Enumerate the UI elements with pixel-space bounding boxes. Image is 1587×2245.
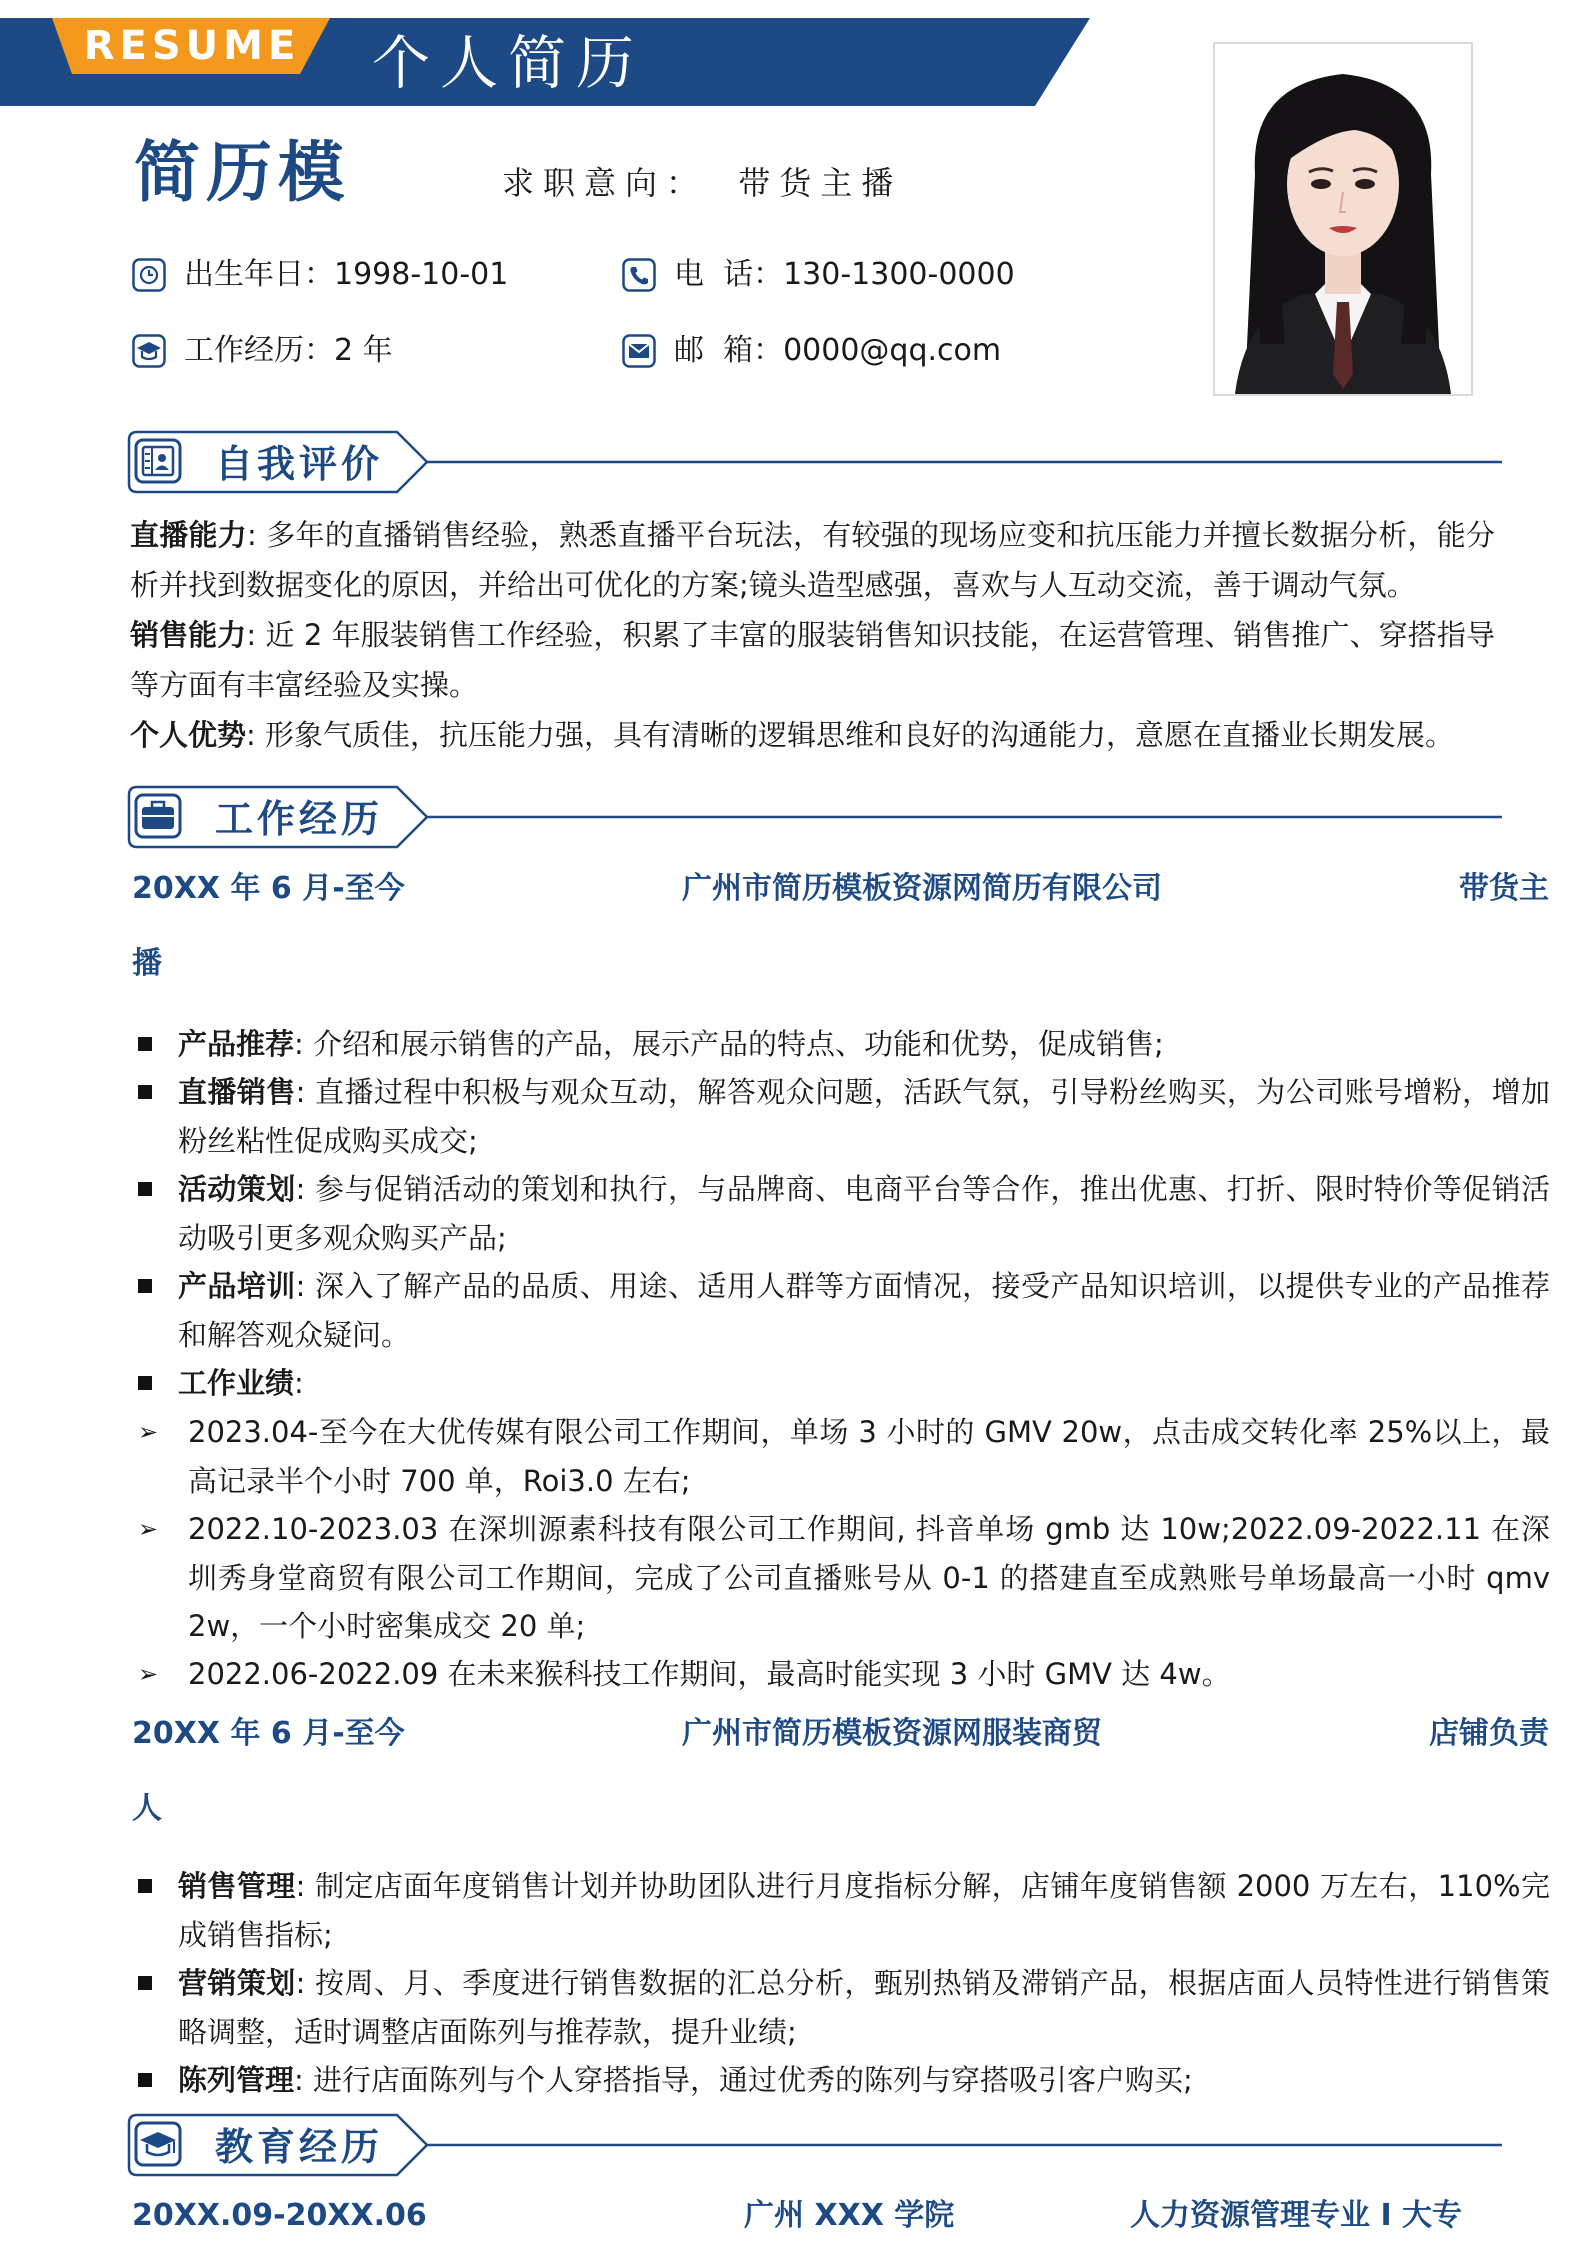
bullet-label: 产品推荐 — [178, 1027, 295, 1061]
arrow-bullet-icon: ➢ — [138, 1515, 159, 1543]
bullet-label: 活动策划 — [178, 1172, 296, 1206]
self-eval-label: 个人优势 — [130, 718, 247, 752]
resume-tag: RESUME — [83, 23, 301, 69]
square-bullet-icon — [138, 1085, 152, 1099]
self-eval-live-ability — [130, 510, 1495, 610]
education-date: 20XX.09-20XX.06 — [132, 2198, 427, 2233]
page-title: 个人简历 — [372, 29, 645, 97]
job-intent — [502, 160, 902, 206]
square-bullet-icon — [138, 2073, 152, 2087]
achievement-text: 2022.10-2023.03 在深圳源素科技有限公司工作期间, 抖音单场 gmb 达 10w;2022.09-2022.11 在深圳秀身堂商贸有限公司工作期间，完成了公司直播账号从 0-1 的搭建直至成熟账号单场最高一小时 qmv 2w，一个小时密集成交 20 单; — [188, 1512, 1550, 1643]
profile-photo — [1213, 42, 1473, 396]
bullet-text: : 按周、月、季度进行销售数据的汇总分析，甄别热销及滞销产品，根据店面人员特性进行销售策略调整，适时调整店面陈列与推荐款，提升业绩; — [178, 1966, 1550, 2049]
bullet-text: : 深入了解产品的品质、用途、适用人群等方面情况，接受产品知识培训，以提供专业的产品推荐和解答观众疑问。 — [178, 1269, 1550, 1352]
square-bullet-icon — [138, 1376, 152, 1390]
email-icon — [622, 334, 656, 368]
achievement-text: 2022.06-2022.09 在未来猴科技工作期间，最高时能实现 3 小时 GMV 达 4w。 — [188, 1657, 1231, 1691]
self-eval-text: : 近 2 年服装销售工作经验，积累了丰富的服装销售知识技能，在运营管理、销售推广、穿搭指导等方面有丰富经验及实操。 — [130, 618, 1495, 702]
job-role-continued: 播 — [132, 946, 162, 981]
graduation-icon — [132, 334, 166, 368]
arrow-bullet-icon: ➢ — [138, 1418, 159, 1446]
experience-value: 2 年 — [334, 333, 393, 368]
achievement-item — [130, 1505, 1550, 1651]
arrow-bullet-icon: ➢ — [138, 1660, 159, 1688]
square-bullet-icon — [138, 1879, 152, 1893]
job-bullet — [130, 1165, 1550, 1262]
briefcase-icon — [133, 791, 183, 841]
square-bullet-icon — [138, 1037, 152, 1051]
bullet-label: 工作业绩 — [178, 1366, 295, 1400]
job-date: 20XX 年 6 月-至今 — [132, 1716, 405, 1751]
section-title-work-experience: 工作经历 — [215, 797, 384, 841]
job-company: 广州市简历模板资源网服装商贸 — [682, 1716, 1102, 1751]
bullet-text: : — [294, 1366, 304, 1400]
section-education — [127, 2113, 1502, 2183]
job-bullet — [130, 1959, 1550, 2056]
bullet-label: 直播销售 — [178, 1075, 296, 1109]
section-title-education: 教育经历 — [215, 2125, 384, 2169]
square-bullet-icon — [138, 1976, 152, 1990]
email-label: 邮 箱： — [674, 333, 784, 368]
self-eval-advantage — [130, 710, 1495, 760]
job-date: 20XX 年 6 月-至今 — [132, 871, 405, 906]
self-eval-label: 直播能力 — [130, 518, 248, 552]
job-company: 广州市简历模板资源网简历有限公司 — [682, 871, 1162, 906]
self-eval-label: 销售能力 — [130, 618, 247, 652]
self-eval-text: : 形象气质佳，抗压能力强，具有清晰的逻辑思维和良好的沟通能力，意愿在直播业长期发展。 — [246, 718, 1455, 752]
job-role: 店铺负责 — [1429, 1716, 1549, 1751]
email-row — [622, 331, 1001, 371]
bullet-text: : 介绍和展示销售的产品，展示产品的特点、功能和优势，促成销售; — [294, 1027, 1164, 1061]
square-bullet-icon — [138, 1182, 152, 1196]
candidate-name: 简历模 — [134, 134, 350, 211]
job-bullet — [130, 1862, 1550, 1959]
phone-label: 电 话： — [674, 257, 784, 292]
experience-label: 工作经历： — [184, 333, 334, 368]
achievement-item — [130, 1408, 1550, 1505]
email-value: 0000@qq.com — [783, 333, 1002, 368]
birth-label: 出生年日： — [184, 257, 334, 292]
section-work-experience — [127, 785, 1502, 855]
job-intent-label: 求职意向： — [502, 164, 708, 202]
phone-icon — [622, 258, 656, 292]
education-school: 广州 XXX 学院 — [744, 2198, 955, 2233]
experience-row — [132, 331, 393, 371]
portrait-illustration — [1215, 44, 1471, 394]
self-eval-sales-ability — [130, 610, 1495, 710]
bullet-label: 陈列管理 — [178, 2063, 295, 2097]
bullet-label: 销售管理 — [178, 1869, 296, 1903]
bullet-label: 产品培训 — [178, 1269, 296, 1303]
section-title-self-evaluation: 自我评价 — [215, 442, 384, 486]
job-bullet — [130, 1359, 1550, 1408]
bullet-text: : 进行店面陈列与个人穿搭指导，通过优秀的陈列与穿搭吸引客户购买; — [294, 2063, 1193, 2097]
job-bullet — [130, 1068, 1550, 1165]
bullet-text: : 制定店面年度销售计划并协助团队进行月度指标分解，店铺年度销售额 2000 万左右，110%完成销售指标; — [178, 1869, 1550, 1952]
notebook-icon — [133, 436, 183, 486]
job-role: 带货主 — [1459, 871, 1549, 906]
square-bullet-icon — [138, 1279, 152, 1293]
calendar-icon — [132, 258, 166, 292]
job-bullet — [130, 1020, 1550, 1069]
birth-value: 1998-10-01 — [334, 257, 509, 292]
achievement-text: 2023.04-至今在大优传媒有限公司工作期间，单场 3 小时的 GMV 20w，点击成交转化率 25%以上，最高记录半个小时 700 单，Roi3.0 左右; — [188, 1415, 1550, 1498]
self-eval-text: : 多年的直播销售经验，熟悉直播平台玩法，有较强的现场应变和抗压能力并擅长数据分析，能分析并找到数据变化的原因，并给出可优化的方案;镜头造型感强，喜欢与人互动交流，善于调动气氛。 — [130, 518, 1495, 602]
education-major: 人力资源管理专业 I 大专 — [1130, 2198, 1463, 2233]
achievement-item — [130, 1650, 1550, 1699]
bullet-text: : 直播过程中积极与观众互动，解答观众问题，活跃气氛，引导粉丝购买，为公司账号增粉，增加粉丝粘性促成购买成交; — [178, 1075, 1550, 1158]
bullet-label: 营销策划 — [178, 1966, 296, 2000]
section-self-evaluation — [127, 430, 1502, 500]
birth-row — [132, 255, 508, 295]
job-bullet — [130, 2056, 1550, 2105]
phone-row — [622, 255, 1015, 295]
bullet-text: : 参与促销活动的策划和执行，与品牌商、电商平台等合作，推出优惠、打折、限时特价等促销活动吸引更多观众购买产品; — [178, 1172, 1550, 1255]
job-role-continued: 人 — [132, 1791, 162, 1826]
job-bullet — [130, 1262, 1550, 1359]
phone-value: 130-1300-0000 — [783, 257, 1015, 292]
mortarboard-icon — [133, 2119, 183, 2169]
job-intent-value: 带货主播 — [738, 164, 903, 202]
